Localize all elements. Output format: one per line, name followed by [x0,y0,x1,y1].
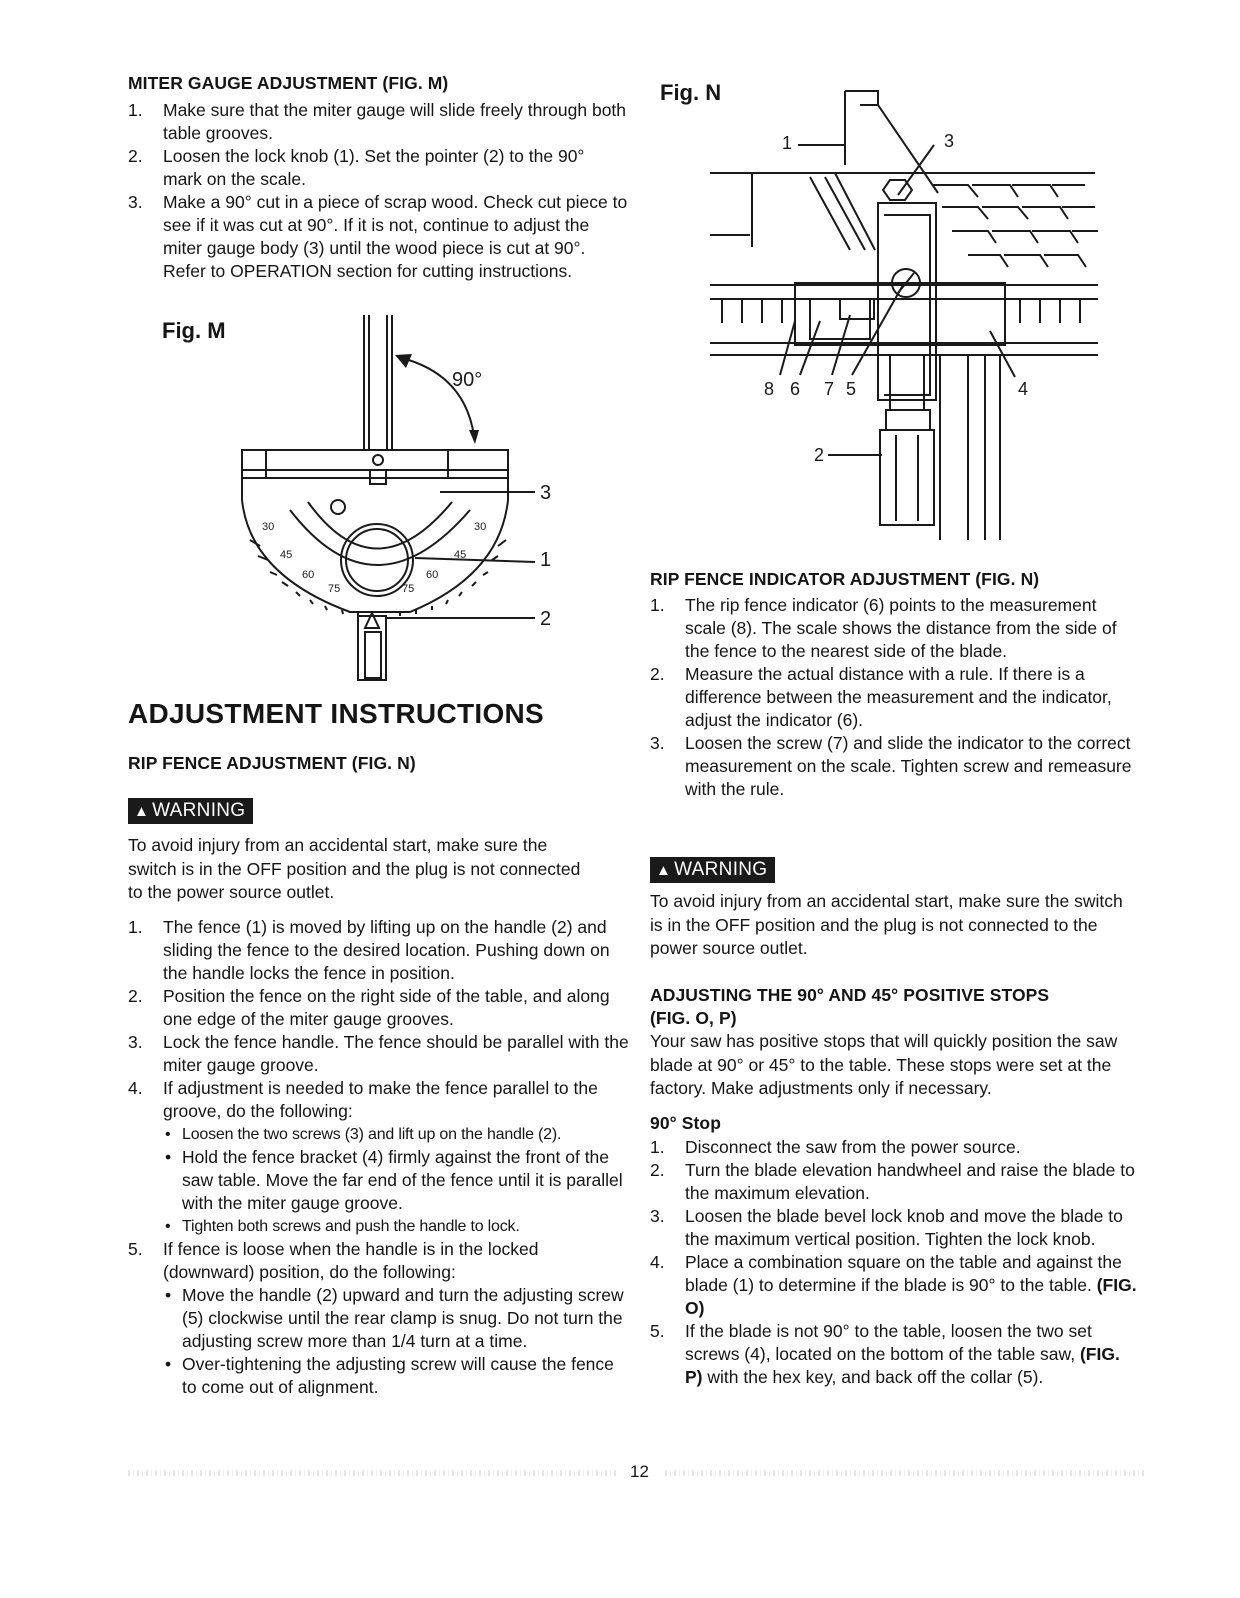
ninety-stop-heading: 90° Stop [650,1113,722,1133]
list-item: 2. Loosen the lock knob (1). Set the pointer (2) to the 90° mark on the scale. [128,146,585,189]
warning-badge: ▲ WARNING [650,857,775,883]
miter-gauge-heading: MITER GAUGE ADJUSTMENT (FIG. M) [128,73,449,93]
warning-text: To avoid injury from an accidental start, make sure the switch is in the OFF position and the plug is not connected to the power source outlet. [650,891,1123,958]
fig-n-callout: 5 [846,379,857,399]
list-item: 5. If the blade is not 90° to the table, loosen the two set screws (4), located on the bottom of the table saw, (FIG. P) with the hex key, and back off the collar (5). [650,1321,1120,1387]
fig-n-callout: 4 [1018,379,1029,399]
fig-m-scale-mark: 30 [262,521,275,533]
fig-m-miter-gauge-illustration [230,310,580,690]
fig-n-callout: 2 [814,445,825,465]
bullet-item: • Hold the fence bracket (4) firmly against the front of the saw table. Move the far end of the fence until it is parallel with the miter gauge groove. [163,1146,630,1215]
fig-n-label: Fig. N [660,80,722,105]
rip-fence-steps [128,916,630,1399]
bullet-item: • Loosen the two screws (3) and lift up on the handle (2). [163,1123,630,1146]
list-item: 1. Make sure that the miter gauge will slide freely through both table grooves. [128,100,627,143]
list-item: 2. Measure the actual distance with a rule. If there is a difference between the measurement and the indicator, adjust the indicator (6). [650,664,1112,730]
fig-n-callout: 1 [782,133,793,153]
fig-m-scale-mark: 45 [280,549,293,561]
miter-gauge-steps [128,99,628,283]
fig-m-callout: 1 [540,549,552,571]
rip-fence-heading: RIP FENCE ADJUSTMENT (FIG. N) [128,753,416,773]
fig-m-scale-mark: 75 [328,583,341,595]
positive-stops-heading: ADJUSTING THE 90° AND 45° POSITIVE STOPS [650,985,1050,1005]
fig-n-callout: 3 [944,131,955,151]
page-number: 12 [630,1462,649,1481]
fig-m-callout: 2 [540,608,552,630]
list-item: 4. If adjustment is needed to make the fence parallel to the groove, do the following: • Loosen the two screws (3) and lift up on the handle (2). • Hold the fence bracket (4) firmly against the front of the saw table. Move the far end of the fence until it is parallel with the miter gauge groove. • Tighten both screws and push the handle to lock. [128,1077,630,1238]
list-item: 1. The fence (1) is moved by lifting up on the handle (2) and sliding the fence to the desired location. Pushing down on the handle locks the fence in position. [128,917,610,983]
list-item: 3. Make a 90° cut in a piece of scrap wood. Check cut piece to see if it was cut at 90°. If it is not, continue to adjust the miter gauge body (3) until the wood piece is cut at 90°. Refer to OPERATION section for cutting instructions. [128,192,628,281]
fig-n-rip-fence-illustration [700,85,1120,545]
fig-n-callout: 8 [764,379,775,399]
warning-triangle-icon: ▲ [134,803,150,820]
rip-indicator-steps [650,594,1140,801]
list-item: 1. The rip fence indicator (6) points to the measurement scale (8). The scale shows the distance from the side of the fence to the nearest side of the blade. [650,595,1117,661]
adjustment-instructions-title: ADJUSTMENT INSTRUCTIONS [128,698,545,729]
warning-triangle-icon: ▲ [656,862,672,879]
list-item: 1. Disconnect the saw from the power source. [650,1137,1021,1157]
list-item: 3. Loosen the blade bevel lock knob and move the blade to the maximum vertical position. Tighten the lock knob. [650,1206,1123,1249]
bullet-item: • Tighten both screws and push the handle to lock. [163,1215,630,1238]
fig-m-label: Fig. M [162,318,226,343]
footer-scan-noise [665,1470,1145,1476]
fig-m-angle-label: 90° [452,369,483,391]
fig-m-callout: 3 [540,482,552,504]
list-item: 2. Turn the blade elevation handwheel and raise the blade to the maximum elevation. [650,1160,1135,1203]
bullet-item: • Move the handle (2) upward and turn the adjusting screw (5) clockwise until the rear clamp is snug. Do not turn the adjusting screw more than 1/4 turn at a time. [163,1284,630,1353]
list-item: 4. Place a combination square on the table and against the blade (1) to determine if the blade is 90° to the table. (FIG. O) [650,1252,1137,1318]
warning-text: To avoid injury from an accidental start, make sure the switch is in the OFF position and the plug is not connected to the power source outlet. [128,835,581,902]
rip-indicator-heading: RIP FENCE INDICATOR ADJUSTMENT (FIG. N) [650,569,1040,589]
fig-m-scale-mark: 45 [454,549,467,561]
list-item: 3. Loosen the screw (7) and slide the indicator to the correct measurement on the scale. Tighten screw and remeasure with the rule. [650,733,1132,799]
warning-badge: ▲ WARNING [128,798,253,824]
fig-n-callout: 6 [790,379,801,399]
fig-m-scale-mark: 60 [302,569,315,581]
positive-stops-heading-figs: (FIG. O, P) [650,1008,737,1028]
list-item: 2. Position the fence on the right side of the table, and along one edge of the miter gauge grooves. [128,986,610,1029]
fig-m-scale-mark: 75 [402,583,415,595]
bullet-item: • Over-tightening the adjusting screw will cause the fence to come out of alignment. [163,1353,630,1399]
fig-n-callout: 7 [824,379,835,399]
fig-m-scale-mark: 30 [474,521,487,533]
footer-scan-noise [128,1470,618,1476]
ninety-stop-steps [650,1136,1142,1389]
positive-stops-intro: Your saw has positive stops that will quickly position the saw blade at 90° or 45° to the table. These stops were set at the factory. Make adjustments only if necessary. [650,1031,1118,1098]
list-item: 5. If fence is loose when the handle is in the locked (downward) position, do the following: • Move the handle (2) upward and turn the adjusting screw (5) clockwise until the rear clamp is snug. Do not turn the adjusting screw more than 1/4 turn at a time. • Over-tightening the adjusting screw will cause the fence to come out of alignment. [128,1238,630,1399]
list-item: 3. Lock the fence handle. The fence should be parallel with the miter gauge groove. [128,1032,629,1075]
fig-m-scale-mark: 60 [426,569,439,581]
